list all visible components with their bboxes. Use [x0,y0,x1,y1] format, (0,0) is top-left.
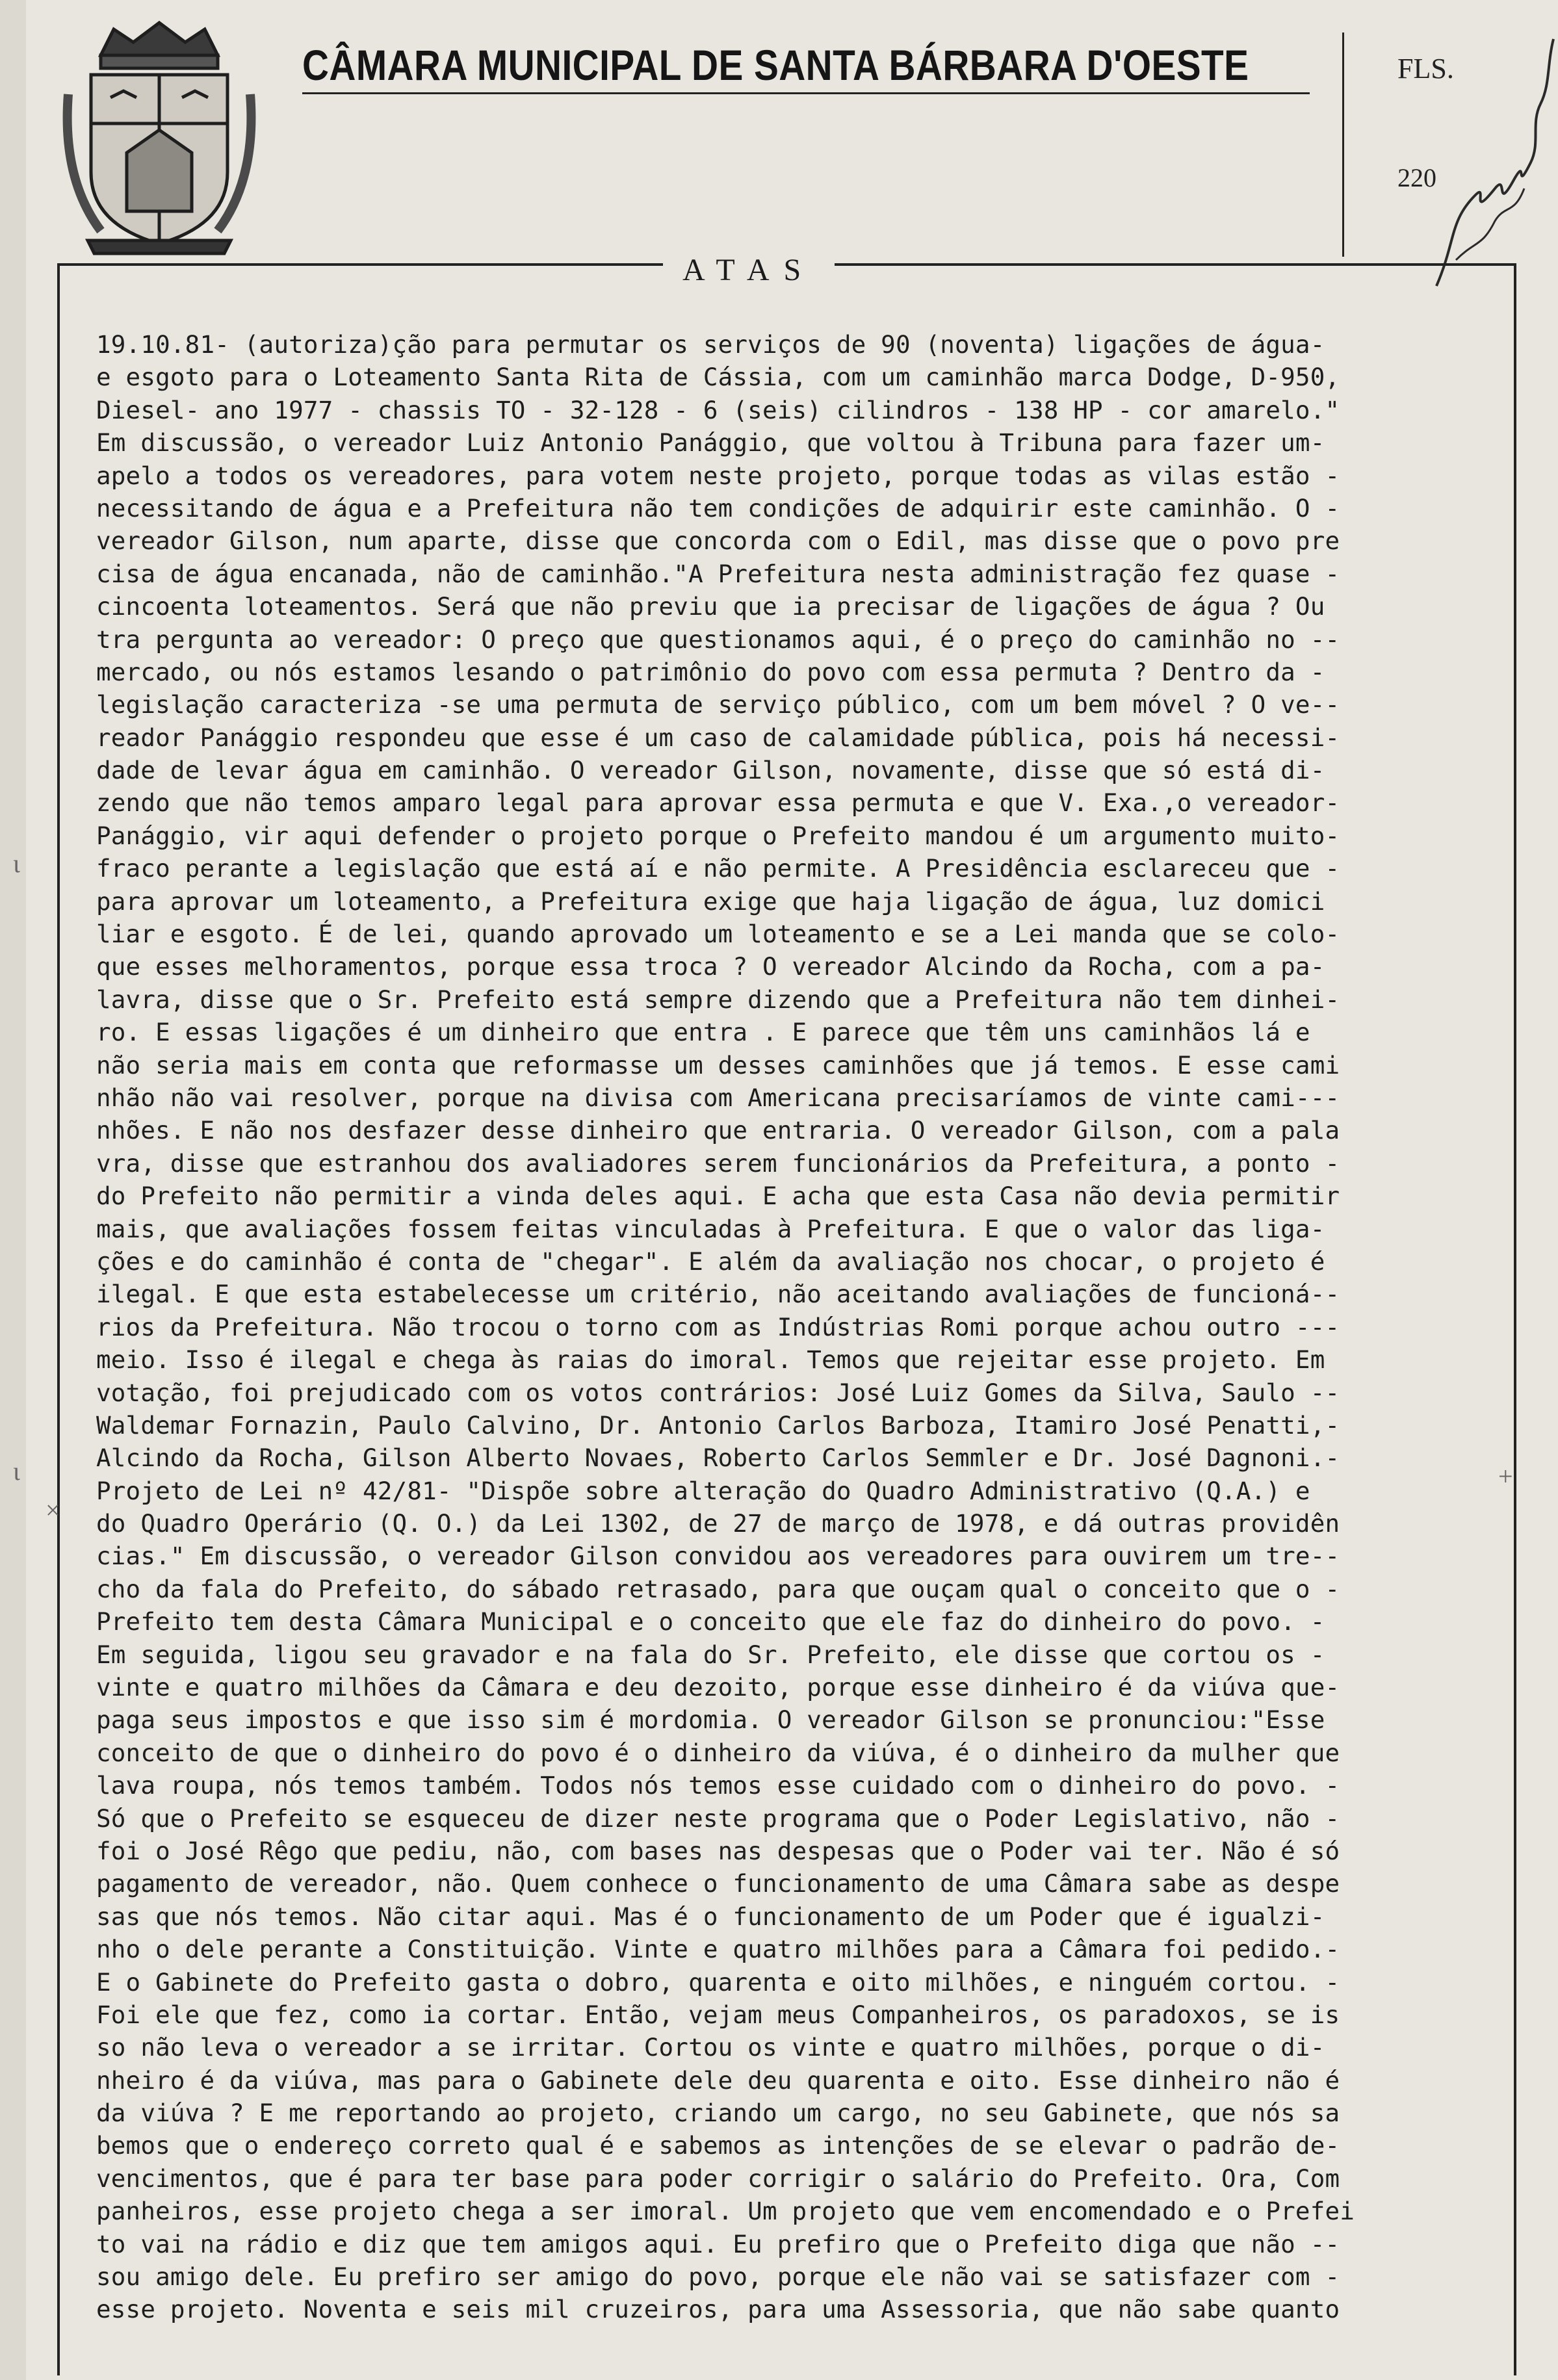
body-line: Prefeito tem desta Câmara Municipal e o conceito que ele faz do dinheiro do povo. - [96,1607,1325,1636]
body-line: vinte e quatro milhões da Câmara e deu dezoito, porque esse dinheiro é da viúva que- [96,1673,1340,1702]
body-line: nhão não vai resolver, porque na divisa com Americana precisaríamos de vinte cami--- [96,1083,1340,1112]
body-line: para aprovar um loteamento, a Prefeitura exige que haja ligação de água, luz domici [96,886,1325,916]
folio-divider [1342,32,1344,257]
margin-mark: ɩ [13,1456,20,1486]
body-line: dade de levar água em caminhão. O vereador Gilson, novamente, disse que só está di- [96,756,1325,785]
body-line: ro. E essas ligações é um dinheiro que entra . E parece que têm uns caminhãos lá e [96,1018,1310,1047]
body-line: não seria mais em conta que reformasse um desses caminhões que já temos. E esse cami [96,1050,1340,1080]
body-line: nhões. E não nos desfazer desse dinheiro que entraria. O vereador Gilson, com a pala [96,1116,1340,1145]
body-line: Só que o Prefeito se esqueceu de dizer neste programa que o Poder Legislativo, não - [96,1804,1340,1833]
body-line: foi o José Rêgo que pediu, não, com bases nas despesas que o Poder vai ter. Não é só [96,1836,1340,1865]
body-line: liar e esgoto. É de lei, quando aprovado um loteamento e se a Lei manda que se colo- [96,920,1340,949]
body-line: cincoenta loteamentos. Será que não previu que ia precisar de ligações de água ? Ou [96,592,1325,621]
body-line: vereador Gilson, num aparte, disse que concorda com o Edil, mas disse que o povo pre [96,526,1340,556]
margin-mark: ɩ [13,849,20,878]
body-line: Em seguida, ligou seu gravador e na fala do Sr. Prefeito, ele disse que cortou os - [96,1640,1325,1669]
body-line: ilegal. E que esta estabelecesse um critério, não aceitando avaliações de funcioná-- [96,1280,1340,1309]
body-line: vra, disse que estranhou dos avaliadores serem funcionários da Prefeitura, a ponto - [96,1148,1340,1178]
body-line: esse projeto. Noventa e seis mil cruzeiros, para uma Assessoria, que não sabe quanto [96,2295,1340,2324]
body-line: ções e do caminhão é conta de "chegar". E além da avaliação nos chocar, o projeto é [96,1247,1325,1276]
body-line: panheiros, esse projeto chega a ser imoral. Um projeto que vem encomendado e o Prefei [96,2197,1355,2226]
margin-cross-mark: + [1498,1462,1513,1491]
minutes-body [96,328,1468,2326]
body-line: Em discussão, o vereador Luiz Antonio Panággio, que voltou à Tribuna para fazer um- [96,428,1325,458]
body-line: conceito de que o dinheiro do povo é o dinheiro da viúva, é o dinheiro da mulher que [96,1738,1340,1767]
body-line: do Prefeito não permitir a vinda deles aqui. E acha que esta Casa não devia permitir [96,1182,1340,1211]
body-line: cisa de água encanada, não de caminhão."A Prefeitura nesta administração fez quase - [96,559,1340,588]
body-line: bemos que o endereço correto qual é e sabemos as intenções de se elevar o padrão de- [96,2131,1340,2160]
body-line: zendo que não temos amparo legal para aprovar essa permuta e que V. Exa.,o vereador- [96,788,1340,818]
body-line: cias." Em discussão, o vereador Gilson convidou aos vereadores para ouvirem um tre-- [96,1542,1340,1571]
handwritten-signature-icon [1417,26,1558,299]
body-line: so não leva o vereador a se irritar. Cortou os vinte e quatro milhões, porque o di- [96,2033,1325,2062]
body-line: apelo a todos os vereadores, para votem neste projeto, porque todas as vilas estão - [96,461,1340,490]
body-line: tra pergunta ao vereador: O preço que questionamos aqui, é o preço do caminhão no -- [96,625,1340,654]
body-line: vencimentos, que é para ter base para poder corrigir o salário do Prefeito. Ora, Com [96,2164,1340,2193]
body-line: nheiro é da viúva, mas para o Gabinete dele deu quarenta e oito. Esse dinheiro não é [96,2065,1340,2095]
body-line: da viúva ? E me reportando ao projeto, criando um cargo, no seu Gabinete, que nós sa [96,2099,1340,2128]
body-line: to vai na rádio e diz que tem amigos aqui. Eu prefiro que o Prefeito diga que não -- [96,2229,1340,2258]
body-line: sas que nós temos. Não citar aqui. Mas é o funcionamento de um Poder que é igualzi- [96,1902,1325,1931]
body-line: paga seus impostos e que isso sim é mordomia. O vereador Gilson se pronunciou:"Esse [96,1705,1325,1735]
body-line: lavra, disse que o Sr. Prefeito está sempre dizendo que a Prefeitura não tem dinhei- [96,985,1340,1014]
institution-title: CÂMARA MUNICIPAL DE SANTA BÁRBARA D'OESTE [302,41,1249,89]
page-binding-edge [0,0,26,2380]
body-line: Foi ele que fez, como ia cortar. Então, vejam meus Companheiros, os paradoxos, se is [96,2000,1340,2029]
body-line: pagamento de vereador, não. Quem conhece o funcionamento de uma Câmara sabe as despe [96,1869,1340,1898]
body-line: Panággio, vir aqui defender o projeto porque o Prefeito mandou é um argumento muito- [96,821,1340,850]
body-line: fraco perante a legislação que está aí e não permite. A Presidência esclareceu que - [96,854,1340,883]
body-line: Waldemar Fornazin, Paulo Calvino, Dr. Antonio Carlos Barboza, Itamiro José Penatti,- [96,1410,1340,1440]
body-line: nho o dele perante a Constituição. Vinte e quatro milhões para a Câmara foi pedido.- [96,1935,1340,1964]
municipal-coat-of-arms-icon [62,16,257,257]
body-line: Alcindo da Rocha, Gilson Alberto Novaes, Roberto Carlos Semmler e Dr. José Dagnoni.- [96,1443,1340,1473]
body-line: sou amigo dele. Eu prefiro ser amigo do povo, porque ele não vai se satisfazer com - [96,2262,1340,2292]
body-line: mais, que avaliações fossem feitas vinculadas à Prefeitura. E que o valor das liga- [96,1214,1325,1243]
body-line: e esgoto para o Loteamento Santa Rita de Cássia, com um caminhão marca Dodge, D-950, [96,363,1340,392]
body-line: que esses melhoramentos, porque essa troca ? O vereador Alcindo da Rocha, com a pa- [96,952,1325,981]
body-line: meio. Isso é ilegal e chega às raias do imoral. Temos que rejeitar esse projeto. Em [96,1345,1325,1375]
body-line: E o Gabinete do Prefeito gasta o dobro, quarenta e oito milhões, e ninguém cortou. - [96,1967,1340,1997]
body-line: rios da Prefeitura. Não trocou o torno com as Indústrias Romi porque achou outro --- [96,1312,1340,1341]
body-line: 19.10.81- (autoriza)ção para permutar os serviços de 90 (noventa) ligações de água- [96,330,1325,359]
body-line: Diesel- ano 1977 - chassis TO - 32-128 - 6 (seis) cilindros - 138 HP - cor amarelo." [96,395,1340,424]
folio-number: 220 [1397,163,1436,192]
body-line: Projeto de Lei nº 42/81- "Dispõe sobre alteração do Quadro Administrativo (Q.A.) e [96,1476,1310,1505]
body-line: votação, foi prejudicado com os votos contrários: José Luiz Gomes da Silva, Saulo -- [96,1378,1340,1407]
body-line: necessitando de água e a Prefeitura não tem condições de adquirir este caminhão. O - [96,493,1340,523]
body-line: lava roupa, nós temos também. Todos nós temos esse cuidado com o dinheiro do povo. - [96,1771,1340,1800]
section-title: ATAS [663,252,835,288]
body-line: legislação caracteriza -se uma permuta de serviço público, com um bem móvel ? O ve-- [96,690,1340,719]
body-line: mercado, ou nós estamos lesando o patrimônio do povo com essa permuta ? Dentro da - [96,657,1325,686]
margin-cross-mark: × [45,1495,60,1525]
body-line: reador Panággio respondeu que esse é um caso de calamidade pública, pois há necessi- [96,723,1340,752]
body-line: cho da fala do Prefeito, do sábado retrasado, para que ouçam qual o conceito que o - [96,1574,1340,1603]
body-line: do Quadro Operário (Q. O.) da Lei 1302, de 27 de março de 1978, e dá outras providên [96,1509,1340,1538]
header-underline [302,92,1310,94]
folio-label: FLS. [1397,53,1454,84]
